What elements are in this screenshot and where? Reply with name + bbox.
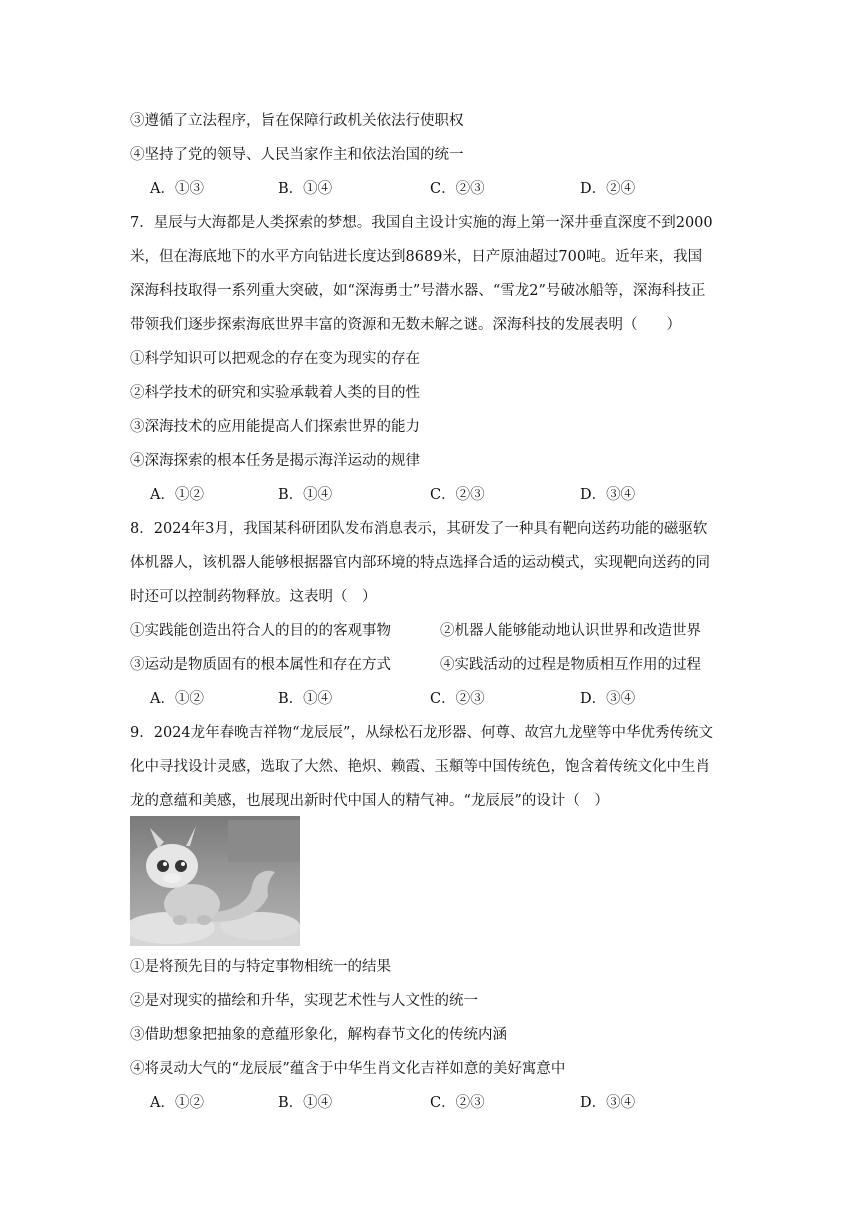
q7-stem-line-3: 深海科技取得一系列重大突破，如“深海勇士”号潜水器、“雪龙2”号破冰船等，深海科技正 (130, 283, 706, 299)
q7-stem-line-1: 7．星辰与大海都是人类探索的梦想。我国自主设计实施的海上第一深井垂直深度不到2000 (130, 215, 713, 231)
q9-option-c: C．②③ (430, 1095, 485, 1111)
q9-stem-line-2: 化中寻找设计灵感，选取了大然、艳炽、赖霞、玉頫等中国传统色，饱含着传统文化中生肖 (130, 759, 710, 775)
q8-item-2: ②机器人能够能动地认识世界和改造世界 (440, 623, 701, 639)
q9-option-d: D．③④ (580, 1095, 636, 1111)
q8-item-4: ④实践活动的过程是物质相互作用的过程 (440, 657, 701, 673)
q9-stem-line-3: 龙的意蕴和美感，也展现出新时代中国人的精气神。“龙辰辰”的设计（ ） (130, 793, 609, 809)
q9-item-3: ③借助想象把抽象的意蕴形象化，解构春节文化的传统内涵 (130, 1027, 507, 1043)
q7-item-4: ④深海探索的根本任务是揭示海洋运动的规律 (130, 453, 420, 469)
q7-option-a: A．①② (150, 487, 204, 503)
q9-item-1: ①是将预先目的与特定事物相统一的结果 (130, 959, 391, 975)
q8-stem-line-1: 8．2024年3月，我国某科研团队发布消息表示，其研发了一种具有靶向送药功能的磁驱软 (130, 521, 708, 537)
q7-item-2: ②科学技术的研究和实验承载着人类的目的性 (130, 385, 420, 401)
q6-option-c: C．②③ (430, 181, 485, 197)
q6-option-a: A．①③ (150, 181, 204, 197)
q9-stem-line-1: 9．2024龙年春晚吉祥物“龙辰辰”，从绿松石龙形器、何尊、故宫九龙壁等中华优秀传统文 (130, 725, 713, 741)
dragon-illustration (130, 816, 300, 946)
q8-option-b: B．①④ (278, 691, 333, 707)
q8-items-row-1 (130, 621, 730, 641)
q8-item-3: ③运动是物质固有的根本属性和存在方式 (130, 657, 391, 673)
q6-options (150, 179, 710, 199)
q6-option-d: D．②④ (580, 181, 636, 197)
q8-stem-line-2: 体机器人，该机器人能够根据器官内部环境的特点选择合适的运动模式，实现靶向送药的同 (130, 555, 710, 571)
q6-item-4: ④坚持了党的领导、人民当家作主和依法治国的统一 (130, 147, 464, 163)
q8-options (150, 689, 710, 709)
q7-item-1: ①科学知识可以把观念的存在变为现实的存在 (130, 351, 420, 367)
mascot-dragon-image (130, 816, 300, 946)
q8-item-1: ①实践能创造出符合人的目的的客观事物 (130, 623, 391, 639)
q9-item-2: ②是对现实的描绘和升华，实现艺术性与人文性的统一 (130, 993, 478, 1009)
q6-option-b: B．①④ (278, 181, 333, 197)
q8-option-a: A．①② (150, 691, 204, 707)
q7-option-b: B．①④ (278, 487, 333, 503)
q7-item-3: ③深海技术的应用能提高人们探索世界的能力 (130, 419, 420, 435)
q6-item-3: ③遵循了立法程序，旨在保障行政机关依法行使职权 (130, 113, 464, 129)
q8-items-row-2 (130, 655, 730, 675)
q9-item-4: ④将灵动大气的“龙辰辰”蕴含于中华生肖文化吉祥如意的美好寓意中 (130, 1061, 566, 1077)
q9-option-b: B．①④ (278, 1095, 333, 1111)
q9-options (150, 1093, 710, 1113)
q8-stem-line-3: 时还可以控制药物释放。这表明（ ） (130, 589, 377, 605)
q7-option-d: D．③④ (580, 487, 636, 503)
q8-option-d: D．③④ (580, 691, 636, 707)
q7-options (150, 485, 710, 505)
q7-stem-line-4: 带领我们逐步探索海底世界丰富的资源和无数未解之谜。深海科技的发展表明（ ） (130, 317, 681, 333)
q7-option-c: C．②③ (430, 487, 485, 503)
q8-option-c: C．②③ (430, 691, 485, 707)
q9-option-a: A．①② (150, 1095, 204, 1111)
q7-stem-line-2: 米，但在海底地下的水平方向钻进长度达到8689米，日产原油超过700吨。近年来，我国 (130, 249, 703, 265)
